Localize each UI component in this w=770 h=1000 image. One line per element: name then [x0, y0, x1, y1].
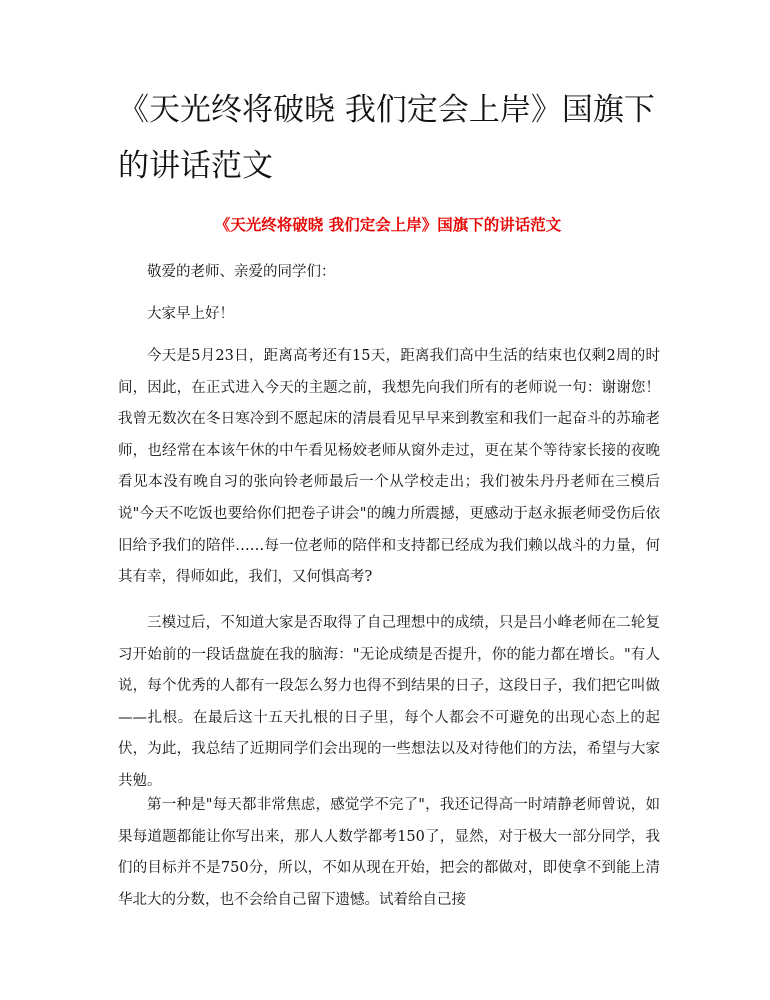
body-paragraph-3: 第一种是"每天都非常焦虑，感觉学不完了"，我还记得高一时靖静老师曾说，如果每道题都能让你写出来，那人人数学都考150了，显然，对于极大一部分同学，我们的目标并不是750分，所以，不如从现在开始，把会的都做对，即使拿不到能上清华北大的分数，也不会给自己留下遗憾。试着给自己接: [118, 797, 660, 908]
greeting-paragraph: 敬爱的老师、亲爱的同学们：: [147, 264, 336, 280]
body-paragraph-2: 三模过后，不知道大家是否取得了自己理想中的成绩，只是吕小峰老师在二轮复习开始前的一段话盘旋在我的脑海："无论成绩是否提升，你的能力都在增长。"有人说，每个优秀的人都有一段怎么努力也得不到结果的日子，这段日子，我们把它叫做——扎根。在最后这十五天扎根的日子里，每个人都会不可避免的出现心态上的起伏，为此，我总结了近期同学们会出现的一些想法以及对待他们的方法，希望与大家共勉。: [118, 615, 660, 789]
morning-greeting-paragraph: 大家早上好！: [147, 306, 234, 322]
page-title: 《天光终将破晓 我们定会上岸》国旗下的讲话范文: [118, 92, 655, 184]
body-paragraph-1: 今天是5月23日，距离高考还有15天，距离我们高中生活的结束也仅剩2周的时间，因此，在正式进入今天的主题之前，我想先向我们所有的老师说一句：谢谢您！我曾无数次在冬日寒冷到不愿起床的清晨看见早早来到教室和我们一起奋斗的苏瑜老师，也经常在本该午休的中午看见杨姣老师从窗外走过，更在某个等待家长接的夜晚看见本没有晚自习的张向铃老师最后一个从学校走出；我们被朱丹丹老师在三模后说"今天不吃饭也要给你们把卷子讲会"的魄力所震撼，更感动于赵永振老师受伤后依旧给予我们的陪伴……每一位老师的陪伴和支持都已经成为我们赖以战斗的力量，何其有幸，得师如此，我们，又何惧高考?: [118, 348, 660, 586]
speech-subtitle: 《天光终将破晓 我们定会上岸》国旗下的讲话范文: [214, 215, 562, 234]
